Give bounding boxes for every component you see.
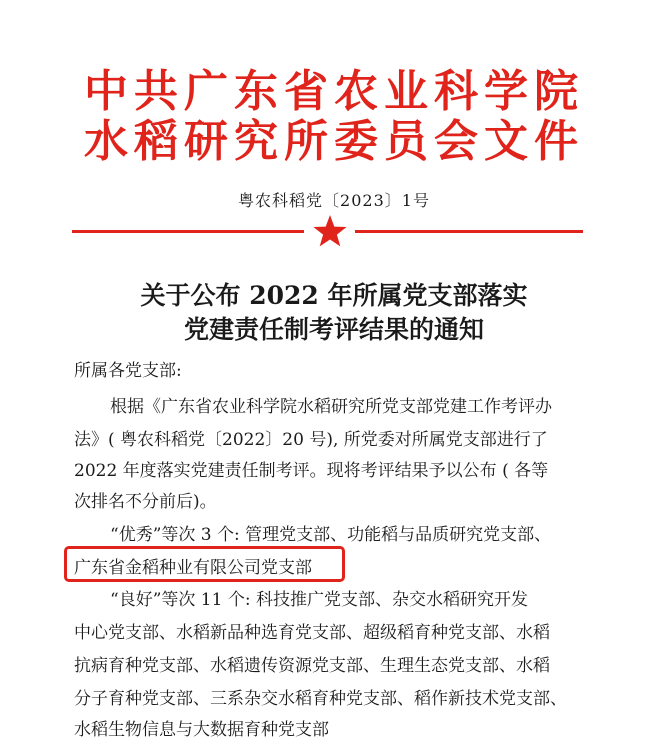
divider-right (355, 230, 583, 233)
issuer-header-line-2: 水稻研究所委员会文件 (84, 116, 584, 167)
star-icon (312, 214, 348, 248)
good-list-line: 抗病育种党支部、水稻遗传资源党支部、生理生态党支部、水稻 (74, 656, 550, 676)
paragraph-1-line: 次排名不分前后)。 (74, 492, 217, 512)
excellent-list-line: “优秀”等次 3 个: 管理党支部、功能稻与品质研究党支部、 (110, 525, 552, 545)
paragraph-1-line: 法》( 粤农科稻党〔2022〕20 号), 所党委对所属党支部进行了 (74, 430, 548, 450)
good-list-line: “良好”等次 11 个: 科技推广党支部、杂交水稻研究开发 (110, 590, 528, 610)
paragraph-1-line: 2022 年度落实党建责任制考评。现将考评结果予以公布 ( 各等 (74, 461, 549, 481)
paragraph-1-line: 根据《广东省农业科学院水稻研究所党支部党建工作考评办 (110, 397, 552, 417)
good-list-line: 中心党支部、水稻新品种选育党支部、超级稻育种党支部、水稻 (74, 623, 550, 643)
good-list-line: 水稻生物信息与大数据育种党支部 (74, 720, 329, 740)
notice-title-line-1: 关于公布 2022 年所属党支部落实 (140, 281, 528, 310)
document-number: 粤农科稻党〔2023〕1号 (238, 191, 430, 210)
divider-left (72, 230, 304, 233)
notice-title-line-2: 党建责任制考评结果的通知 (183, 315, 484, 344)
highlight-box (64, 546, 345, 582)
good-list-line: 分子育种党支部、三系杂交水稻育种党支部、稻作新技术党支部、 (74, 689, 567, 709)
salutation: 所属各党支部: (74, 361, 182, 381)
issuer-header-line-1: 中共广东省农业科学院 (84, 66, 584, 117)
highlighted-branch-name: 广东省金稻种业有限公司党支部 (74, 558, 312, 578)
